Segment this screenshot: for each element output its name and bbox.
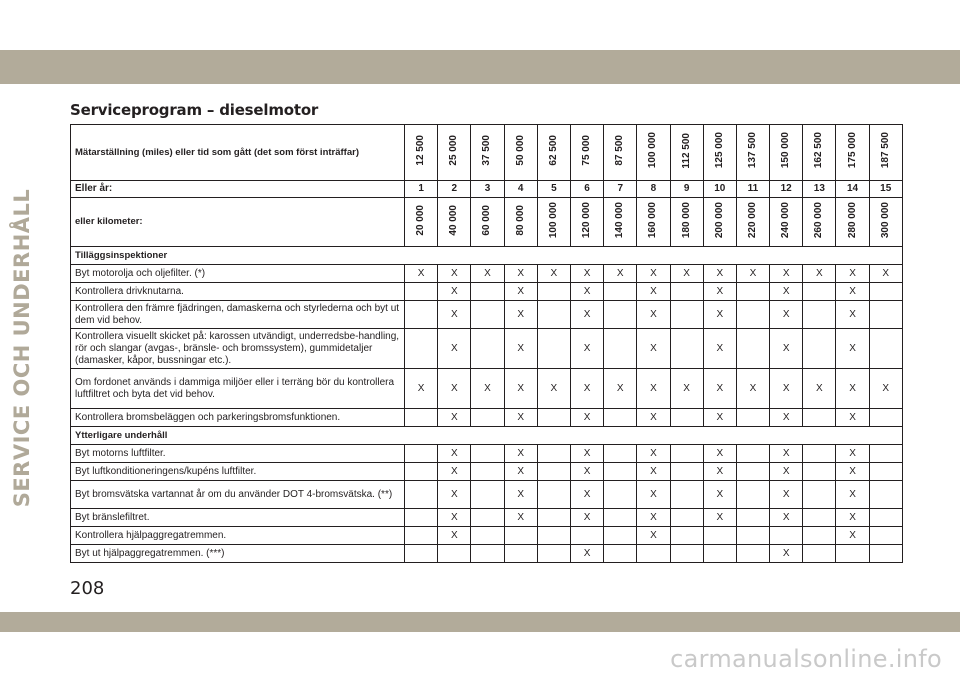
interval-mark-cell: X (570, 329, 603, 369)
interval-mark-cell (670, 527, 703, 545)
header-km-cell (537, 198, 570, 247)
header-years-row (71, 181, 903, 198)
service-item-label: Byt motorns luftfilter. (71, 445, 405, 463)
header-km-cell-text: 140 000 (614, 201, 626, 239)
interval-mark-cell: X (504, 445, 537, 463)
interval-mark-cell: X (438, 527, 471, 545)
interval-mark-cell (504, 527, 537, 545)
interval-mark-cell: X (770, 545, 803, 563)
header-miles-cell (471, 125, 504, 181)
header-miles-label: Mätarställning (miles) eller tid som gått (det som först inträffar) (71, 125, 405, 181)
interval-mark-cell (803, 509, 836, 527)
header-miles-cell (438, 125, 471, 181)
interval-mark-cell: X (637, 409, 670, 427)
interval-mark-cell: X (471, 265, 504, 283)
interval-mark-cell (670, 283, 703, 301)
interval-mark-cell: X (438, 445, 471, 463)
interval-mark-cell (537, 481, 570, 509)
interval-mark-cell: X (637, 265, 670, 283)
interval-mark-cell: X (438, 265, 471, 283)
header-years-cell: 13 (803, 181, 836, 198)
interval-mark-cell (736, 283, 769, 301)
interval-mark-cell (405, 283, 438, 301)
header-years-label: Eller år: (71, 181, 405, 198)
header-miles-cell-text: 112 500 (680, 132, 692, 169)
interval-mark-cell (736, 463, 769, 481)
interval-mark-cell (703, 527, 736, 545)
header-km-cell-text: 200 000 (713, 201, 725, 239)
header-years-cell: 15 (869, 181, 902, 198)
interval-mark-cell (869, 329, 902, 369)
interval-mark-cell (537, 301, 570, 329)
interval-mark-cell: X (570, 283, 603, 301)
interval-mark-cell (504, 545, 537, 563)
interval-mark-cell (604, 545, 637, 563)
interval-mark-cell (604, 283, 637, 301)
service-item-label: Kontrollera bromsbeläggen och parkeringsbromsfunktionen. (71, 409, 405, 427)
interval-mark-cell (736, 409, 769, 427)
interval-mark-cell (803, 329, 836, 369)
header-miles-cell (736, 125, 769, 181)
interval-mark-cell (803, 527, 836, 545)
interval-mark-cell: X (770, 301, 803, 329)
interval-mark-cell: X (570, 301, 603, 329)
interval-mark-cell: X (836, 445, 869, 463)
header-miles-cell-text: 87 500 (614, 135, 626, 166)
header-km-cell (803, 198, 836, 247)
interval-mark-cell: X (504, 481, 537, 509)
interval-mark-cell: X (836, 283, 869, 301)
header-years-cell: 8 (637, 181, 670, 198)
interval-mark-cell (471, 463, 504, 481)
interval-mark-cell (604, 527, 637, 545)
table-row (71, 481, 903, 509)
interval-mark-cell (670, 545, 703, 563)
interval-mark-cell (405, 481, 438, 509)
table-row (71, 329, 903, 369)
header-miles-cell-text: 100 000 (647, 132, 659, 169)
interval-mark-cell (869, 445, 902, 463)
interval-mark-cell (803, 463, 836, 481)
interval-mark-cell (405, 445, 438, 463)
service-item-label: Kontrollera visuellt skicket på: karossen utvändigt, underredsbe-handling, rör och slangar (avgas-, bränsle- och bromssystem), gummidetaljer (damasker, kåpor, bussningar etc.). (71, 329, 405, 369)
interval-mark-cell: X (703, 301, 736, 329)
header-km-label: eller kilometer: (71, 198, 405, 247)
header-years-cell: 3 (471, 181, 504, 198)
interval-mark-cell (869, 527, 902, 545)
header-miles-cell-text: 75 000 (581, 135, 593, 166)
service-item-label: Byt ut hjälpaggregatremmen. (***) (71, 545, 405, 563)
header-years-cell: 14 (836, 181, 869, 198)
header-years-cell: 1 (405, 181, 438, 198)
page-top-margin (0, 0, 960, 50)
interval-mark-cell: X (438, 409, 471, 427)
interval-mark-cell: X (504, 283, 537, 301)
header-miles-cell-text: 162 500 (813, 132, 825, 169)
interval-mark-cell (869, 545, 902, 563)
interval-mark-cell (604, 509, 637, 527)
section-title: Serviceprogram – dieselmotor (70, 101, 319, 119)
interval-mark-cell: X (836, 301, 869, 329)
header-years-cell: 6 (570, 181, 603, 198)
header-km-cell (504, 198, 537, 247)
interval-mark-cell: X (570, 463, 603, 481)
header-km-cell (471, 198, 504, 247)
header-miles-cell-text: 125 000 (713, 132, 725, 169)
interval-mark-cell: X (670, 369, 703, 409)
interval-mark-cell: X (570, 481, 603, 509)
interval-mark-cell: X (836, 369, 869, 409)
interval-mark-cell (537, 329, 570, 369)
interval-mark-cell: X (703, 509, 736, 527)
interval-mark-cell (637, 545, 670, 563)
header-miles-cell-text: 25 000 (448, 135, 460, 166)
interval-mark-cell: X (703, 481, 736, 509)
header-miles-cell-text: 175 000 (846, 132, 858, 169)
interval-mark-cell (836, 545, 869, 563)
interval-mark-cell: X (405, 265, 438, 283)
header-miles-cell-text: 12 500 (415, 135, 427, 166)
interval-mark-cell: X (438, 481, 471, 509)
interval-mark-cell (471, 509, 504, 527)
interval-mark-cell: X (703, 329, 736, 369)
header-km-cell (703, 198, 736, 247)
interval-mark-cell: X (504, 409, 537, 427)
interval-mark-cell: X (637, 369, 670, 409)
header-band (0, 50, 960, 84)
watermark: carmanualsonline.info (670, 645, 942, 673)
header-km-cell (670, 198, 703, 247)
header-km-cell (770, 198, 803, 247)
interval-mark-cell: X (770, 509, 803, 527)
header-km-cell-text: 100 000 (547, 201, 559, 239)
interval-mark-cell (570, 527, 603, 545)
header-km-cell-text: 300 000 (879, 201, 891, 239)
interval-mark-cell: X (471, 369, 504, 409)
interval-mark-cell: X (438, 369, 471, 409)
interval-mark-cell: X (504, 265, 537, 283)
interval-mark-cell: X (770, 481, 803, 509)
interval-mark-cell (869, 463, 902, 481)
header-miles-cell (670, 125, 703, 181)
interval-mark-cell (537, 509, 570, 527)
header-km-cell (836, 198, 869, 247)
service-item-label: Om fordonet används i dammiga miljöer eller i terräng bör du kontrollera luftfiltret och byta det vid behov. (71, 369, 405, 409)
page-number: 208 (70, 578, 105, 599)
header-km-cell-text: 240 000 (780, 201, 792, 239)
header-miles-cell (570, 125, 603, 181)
section-header: Ytterligare underhåll (71, 427, 903, 445)
table-row (71, 283, 903, 301)
header-miles-cell-text: 137 500 (746, 132, 758, 169)
interval-mark-cell: X (438, 463, 471, 481)
header-km-cell (869, 198, 902, 247)
header-km-cell (604, 198, 637, 247)
interval-mark-cell: X (637, 463, 670, 481)
header-km-cell-text: 120 000 (581, 201, 593, 239)
interval-mark-cell: X (703, 283, 736, 301)
interval-mark-cell (604, 301, 637, 329)
interval-mark-cell: X (736, 369, 769, 409)
interval-mark-cell: X (770, 329, 803, 369)
interval-mark-cell: X (504, 369, 537, 409)
interval-mark-cell: X (604, 369, 637, 409)
interval-mark-cell (869, 301, 902, 329)
interval-mark-cell: X (570, 369, 603, 409)
header-miles-cell (836, 125, 869, 181)
interval-mark-cell: X (670, 265, 703, 283)
interval-mark-cell (604, 463, 637, 481)
interval-mark-cell (471, 283, 504, 301)
header-years-cell: 4 (504, 181, 537, 198)
header-km-cell-text: 280 000 (846, 201, 858, 239)
interval-mark-cell: X (504, 329, 537, 369)
interval-mark-cell: X (570, 445, 603, 463)
interval-mark-cell (471, 481, 504, 509)
interval-mark-cell (670, 301, 703, 329)
interval-mark-cell: X (869, 369, 902, 409)
table-row (71, 445, 903, 463)
header-years-cell: 12 (770, 181, 803, 198)
table-row (71, 301, 903, 329)
interval-mark-cell (670, 409, 703, 427)
interval-mark-cell (405, 527, 438, 545)
interval-mark-cell: X (438, 509, 471, 527)
header-miles-cell (504, 125, 537, 181)
interval-mark-cell: X (570, 409, 603, 427)
header-miles-cell (803, 125, 836, 181)
service-item-label: Byt luftkonditioneringens/kupéns luftfilter. (71, 463, 405, 481)
interval-mark-cell (405, 509, 438, 527)
interval-mark-cell: X (836, 409, 869, 427)
header-km-cell (405, 198, 438, 247)
interval-mark-cell (405, 463, 438, 481)
interval-mark-cell: X (836, 481, 869, 509)
interval-mark-cell (471, 329, 504, 369)
header-km-cell (637, 198, 670, 247)
interval-mark-cell: X (770, 445, 803, 463)
interval-mark-cell (869, 509, 902, 527)
interval-mark-cell (604, 329, 637, 369)
interval-mark-cell: X (438, 329, 471, 369)
interval-mark-cell (770, 527, 803, 545)
interval-mark-cell (803, 481, 836, 509)
interval-mark-cell: X (770, 265, 803, 283)
interval-mark-cell (803, 301, 836, 329)
interval-mark-cell: X (836, 329, 869, 369)
header-km-cell (438, 198, 471, 247)
interval-mark-cell (604, 409, 637, 427)
section-header-row (71, 427, 903, 445)
header-km-row (71, 198, 903, 247)
service-item-label: Byt bromsvätska vartannat år om du använder DOT 4-bromsvätska. (**) (71, 481, 405, 509)
header-km-cell-text: 180 000 (680, 201, 692, 239)
interval-mark-cell (736, 527, 769, 545)
header-km-cell-text: 220 000 (746, 201, 758, 239)
interval-mark-cell (471, 527, 504, 545)
interval-mark-cell (537, 283, 570, 301)
interval-mark-cell: X (604, 265, 637, 283)
interval-mark-cell (537, 527, 570, 545)
interval-mark-cell: X (770, 409, 803, 427)
header-years-cell: 10 (703, 181, 736, 198)
interval-mark-cell (670, 445, 703, 463)
interval-mark-cell: X (736, 265, 769, 283)
interval-mark-cell (670, 463, 703, 481)
header-years-cell: 2 (438, 181, 471, 198)
interval-mark-cell (736, 329, 769, 369)
interval-mark-cell: X (836, 509, 869, 527)
interval-mark-cell: X (803, 265, 836, 283)
interval-mark-cell (537, 545, 570, 563)
header-miles-cell (770, 125, 803, 181)
header-km-cell-text: 40 000 (448, 204, 460, 236)
header-years-cell: 9 (670, 181, 703, 198)
header-km-cell-text: 60 000 (481, 204, 493, 236)
interval-mark-cell: X (504, 509, 537, 527)
interval-mark-cell: X (537, 369, 570, 409)
table-row (71, 409, 903, 427)
interval-mark-cell: X (770, 463, 803, 481)
section-header: Tilläggsinspektioner (71, 247, 903, 265)
interval-mark-cell (405, 545, 438, 563)
interval-mark-cell (703, 545, 736, 563)
interval-mark-cell: X (836, 527, 869, 545)
interval-mark-cell: X (703, 463, 736, 481)
interval-mark-cell (869, 283, 902, 301)
header-km-cell-text: 20 000 (415, 204, 427, 236)
interval-mark-cell (736, 545, 769, 563)
header-km-cell-text: 260 000 (813, 201, 825, 239)
interval-mark-cell: X (537, 265, 570, 283)
interval-mark-cell: X (637, 301, 670, 329)
interval-mark-cell (670, 481, 703, 509)
header-miles-cell (405, 125, 438, 181)
header-miles-cell-text: 187 500 (879, 132, 891, 169)
service-item-label: Byt bränslefiltret. (71, 509, 405, 527)
section-header-row (71, 247, 903, 265)
header-km-cell-text: 80 000 (514, 204, 526, 236)
interval-mark-cell (869, 409, 902, 427)
interval-mark-cell (405, 329, 438, 369)
interval-mark-cell (736, 509, 769, 527)
interval-mark-cell: X (504, 301, 537, 329)
interval-mark-cell (803, 409, 836, 427)
interval-mark-cell: X (570, 509, 603, 527)
interval-mark-cell (736, 481, 769, 509)
header-years-cell: 7 (604, 181, 637, 198)
service-schedule-table (70, 124, 903, 563)
interval-mark-cell: X (836, 265, 869, 283)
service-item-label: Byt motorolja och oljefilter. (*) (71, 265, 405, 283)
interval-mark-cell: X (703, 445, 736, 463)
interval-mark-cell: X (637, 445, 670, 463)
header-miles-cell-text: 62 500 (547, 135, 559, 166)
interval-mark-cell (438, 545, 471, 563)
interval-mark-cell (604, 445, 637, 463)
header-km-cell-text: 160 000 (647, 201, 659, 239)
header-miles-cell (637, 125, 670, 181)
interval-mark-cell: X (703, 369, 736, 409)
header-miles-cell (604, 125, 637, 181)
interval-mark-cell (537, 463, 570, 481)
interval-mark-cell (670, 509, 703, 527)
table-row (71, 463, 903, 481)
header-miles-cell (869, 125, 902, 181)
interval-mark-cell: X (570, 545, 603, 563)
table-row (71, 527, 903, 545)
interval-mark-cell (537, 445, 570, 463)
interval-mark-cell (803, 445, 836, 463)
header-miles-cell-text: 50 000 (514, 135, 526, 166)
table-row (71, 265, 903, 283)
table-row (71, 545, 903, 563)
header-miles-cell-text: 37 500 (481, 135, 493, 166)
service-item-label: Kontrollera hjälpaggregatremmen. (71, 527, 405, 545)
footer-band (0, 612, 960, 632)
interval-mark-cell: X (637, 481, 670, 509)
interval-mark-cell (405, 409, 438, 427)
interval-mark-cell (471, 301, 504, 329)
interval-mark-cell: X (803, 369, 836, 409)
header-km-cell (570, 198, 603, 247)
header-miles-cell (537, 125, 570, 181)
header-years-cell: 11 (736, 181, 769, 198)
interval-mark-cell (869, 481, 902, 509)
interval-mark-cell: X (405, 369, 438, 409)
service-item-label: Kontrollera den främre fjädringen, damaskerna och styrlederna och byt ut dem vid behov. (71, 301, 405, 329)
interval-mark-cell (537, 409, 570, 427)
header-miles-row (71, 125, 903, 181)
interval-mark-cell: X (703, 265, 736, 283)
interval-mark-cell (471, 545, 504, 563)
table-row (71, 509, 903, 527)
interval-mark-cell: X (836, 463, 869, 481)
header-miles-cell-text: 150 000 (780, 132, 792, 169)
interval-mark-cell: X (703, 409, 736, 427)
interval-mark-cell: X (637, 509, 670, 527)
service-item-label: Kontrollera drivknutarna. (71, 283, 405, 301)
interval-mark-cell: X (637, 329, 670, 369)
interval-mark-cell: X (438, 283, 471, 301)
header-miles-cell (703, 125, 736, 181)
interval-mark-cell (736, 301, 769, 329)
interval-mark-cell: X (770, 369, 803, 409)
interval-mark-cell: X (637, 527, 670, 545)
interval-mark-cell (736, 445, 769, 463)
interval-mark-cell: X (637, 283, 670, 301)
interval-mark-cell (471, 409, 504, 427)
interval-mark-cell: X (438, 301, 471, 329)
interval-mark-cell: X (504, 463, 537, 481)
interval-mark-cell: X (570, 265, 603, 283)
header-years-cell: 5 (537, 181, 570, 198)
interval-mark-cell (803, 545, 836, 563)
interval-mark-cell (670, 329, 703, 369)
chapter-side-title-text: SERVICE OCH UNDERHÅLL (10, 188, 34, 508)
interval-mark-cell (604, 481, 637, 509)
interval-mark-cell: X (869, 265, 902, 283)
table-row (71, 369, 903, 409)
interval-mark-cell: X (770, 283, 803, 301)
header-km-cell (736, 198, 769, 247)
interval-mark-cell (471, 445, 504, 463)
interval-mark-cell (803, 283, 836, 301)
interval-mark-cell (405, 301, 438, 329)
